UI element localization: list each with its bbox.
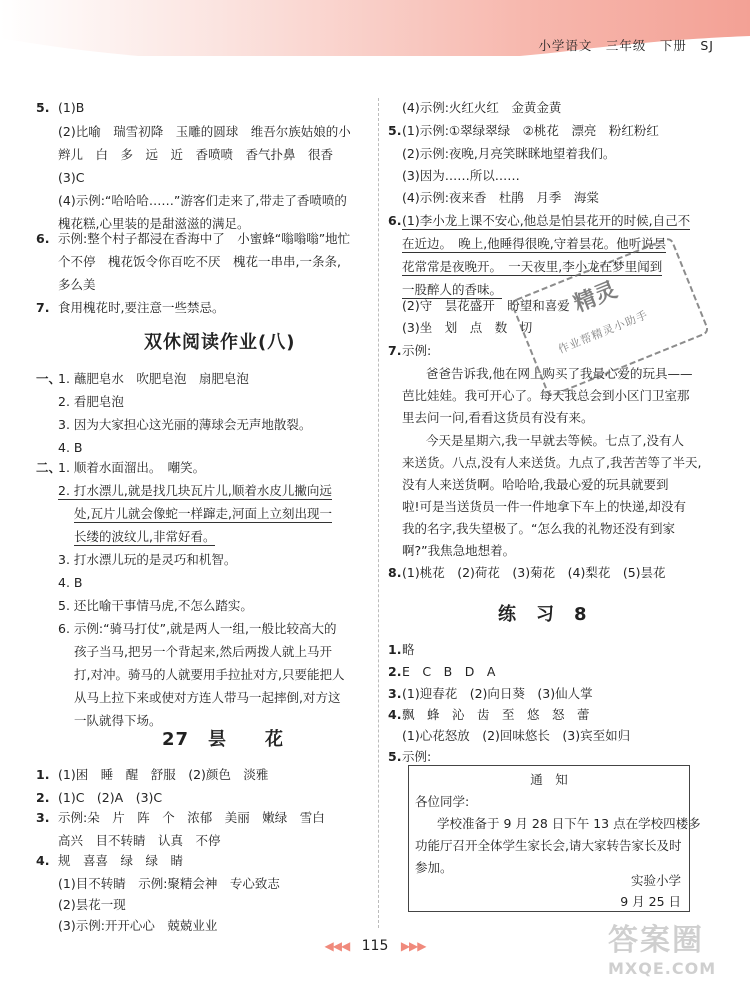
- answer-line-underlined: [58, 481, 332, 501]
- answer-line: 槐花糕,心里装的是甜滋滋的满足。: [58, 216, 250, 231]
- answer-line: E C B D A: [402, 664, 496, 679]
- b4-number: 4.: [388, 707, 402, 722]
- answer-line: 3. 因为大家担心这光丽的薄球会无声地散裂。: [58, 417, 312, 432]
- underlined-text: 一股醉人的香味。: [402, 282, 503, 297]
- answer-line: 打,对冲。骑马的人就要用手拉扯对方,只要能把人: [74, 667, 345, 682]
- underlined-text: 处,瓦片儿就会像蛇一样蹿走,河面上立刻出现一: [74, 506, 332, 521]
- book-title: 小学语文 三年级 下册 SJ: [538, 38, 714, 53]
- answer-line: (2)守 昙花盛开 盼望和喜爱: [402, 298, 570, 313]
- answer-line: 芭比娃娃。我可开心了。每天我总会到小区门卫室那: [402, 388, 690, 403]
- answer-line: 今天是星期六,我一早就去等候。七点了,没有人: [426, 433, 684, 448]
- answer-line: 6. 示例:“骑马打仗”,就是两人一组,一般比较高大的: [58, 621, 337, 636]
- answer-line: 2. 看肥皂泡: [58, 394, 124, 409]
- answer-line: 一队就得下场。: [74, 713, 162, 728]
- answer-line: (2)示例:夜晚,月亮笑眯眯地望着我们。: [402, 146, 616, 161]
- answer-line: (1)目不转睛 示例:聚精会神 专心致志: [58, 876, 280, 891]
- underlined-text: (1)李小龙上课不安心,他总是怕昙花开的时候,自己不: [402, 213, 691, 228]
- answer-line: (3)因为……所以……: [402, 168, 520, 183]
- section-title-exercise-8: 练 习 8: [498, 604, 588, 625]
- answer-line: (3)C: [58, 170, 85, 185]
- answer-line: 5. 还比喻干事情马虎,不怎么踏实。: [58, 598, 253, 613]
- answer-line: 规 喜喜 绿 绿 睛: [58, 853, 184, 868]
- part1-number: 一、: [36, 371, 62, 386]
- answer-line-underlined: [74, 504, 332, 524]
- answer-line: 啦!可是当送货员一件一件地拿下车上的快递,却没有: [402, 499, 686, 514]
- stamp-subtext: 作业帮精灵小助手: [556, 308, 651, 357]
- underlined-text: 在近边。 晚上,他睡得很晚,守着昙花。他听说昙: [402, 236, 667, 251]
- answer-line: 1. 蘸肥皂水 吹肥皂泡 扇肥皂泡: [58, 371, 249, 386]
- b1-number: 1.: [388, 642, 402, 657]
- watermark: [608, 915, 748, 987]
- notice-body-line: 学校准备于 9 月 28 日下午 13 点在学校四楼多: [437, 816, 701, 831]
- answer-line: 高兴 目不转睛 认真 不停: [58, 833, 221, 848]
- r8-number: 8.: [388, 565, 402, 580]
- answer-line: (4)示例:“哈哈哈……”游客们走来了,带走了香喷喷的: [58, 193, 347, 208]
- answer-line: 1. 顺着水面溜出。 嘲笑。: [58, 460, 206, 475]
- watermark-logo-text: 答案圈: [608, 923, 704, 958]
- answer-line: 没有人来送货啊。哈哈哈,我最心爱的玩具就要到: [402, 477, 669, 492]
- a3-number: 3.: [36, 810, 50, 825]
- b5-number: 5.: [388, 749, 402, 764]
- answer-line-underlined: [402, 211, 690, 231]
- answer-line: 示例:: [402, 343, 432, 358]
- answer-line: (1)困 睡 醒 舒服 (2)颜色 淡雅: [58, 767, 269, 782]
- answer-line: (1)桃花 (2)荷花 (3)菊花 (4)梨花 (5)昙花: [402, 565, 666, 580]
- answer-line: (1)心花怒放 (2)回味悠长 (3)宾至如归: [402, 728, 631, 743]
- answer-line-underlined: [74, 527, 215, 547]
- stamp-text: 精灵: [570, 276, 621, 318]
- answer-line: (1)示例:①翠绿翠绿 ②桃花 漂亮 粉红粉红: [402, 123, 659, 138]
- answer-line: (1)B: [58, 100, 85, 115]
- answer-line: 示例:朵 片 阵 个 浓郁 美丽 嫩绿 雪白: [58, 810, 325, 825]
- answer-line: 孩子当马,把另一个背起来,然后两拨人就上马开: [74, 644, 332, 659]
- answer-line: 啊?”我焦急地想着。: [402, 543, 516, 558]
- answer-line: 多么美: [58, 277, 96, 292]
- answer-line: 3. 打水漂儿玩的是灵巧和机智。: [58, 552, 237, 567]
- q5-number: 5.: [36, 100, 50, 115]
- answer-line: (2)昙花一现: [58, 897, 126, 912]
- answer-line: 示例:: [402, 749, 432, 764]
- underlined-text: 长缕的波纹儿,非常好看。: [74, 529, 216, 544]
- left-arrows-icon: ◀◀◀: [324, 939, 350, 953]
- answer-line: 里去问一问,看看这货员有没有来。: [402, 410, 594, 425]
- a2-number: 2.: [36, 790, 50, 805]
- answer-line: 食用槐花时,要注意一些禁忌。: [58, 300, 225, 315]
- r6-number: 6.: [388, 213, 402, 228]
- page-number: 115: [361, 938, 389, 954]
- answer-line: (4)示例:火红火红 金黄金黄: [402, 100, 562, 115]
- answer-line: 我的名字,我失望极了。“怎么我的礼物还没有到家: [402, 521, 675, 536]
- answer-line: 辫儿 白 多 远 近 香喷喷 香气扑鼻 很香: [58, 147, 334, 162]
- notice-body-line: 功能厅召开全体学生家长会,请大家转告家长及时: [415, 838, 682, 853]
- notice-greeting: 各位同学:: [415, 794, 470, 809]
- b3-number: 3.: [388, 686, 402, 701]
- watermark-url: MXQE.COM: [608, 959, 717, 978]
- b2-number: 2.: [388, 664, 402, 679]
- section-title-tanhua: 27 昙 花: [162, 729, 285, 750]
- notice-date: 9 月 25 日: [620, 894, 681, 909]
- answer-line: 爸爸告诉我,他在网上购买了我最心爱的玩具——: [426, 366, 693, 381]
- a1-number: 1.: [36, 767, 50, 782]
- notice-body-line: 参加。: [415, 860, 453, 875]
- answer-line: (1)迎春花 (2)向日葵 (3)仙人掌: [402, 686, 593, 701]
- q7-number: 7.: [36, 300, 50, 315]
- answer-line: 来送货。八点,没有人来送货。九点了,我苦苦等了半天,: [402, 455, 702, 470]
- answer-line: 从马上拉下来或使对方连人带马一起摔倒,对方这: [74, 690, 341, 705]
- notice-box: [408, 765, 701, 912]
- answer-line: (3)示例:开开心心 兢兢业业: [58, 918, 218, 933]
- a4-number: 4.: [36, 853, 50, 868]
- q6-number: 6.: [36, 231, 50, 246]
- answer-line: 示例:整个村子都浸在香海中了 小蜜蜂“嗡嗡嗡”地忙: [58, 231, 351, 246]
- column-divider: [378, 98, 379, 928]
- answer-line: 个不停 槐花饭令你百吃不厌 槐花一串串,一条条,: [58, 254, 341, 269]
- answer-line: (2)比喻 瑞雪初降 玉雕的圆球 维吾尔族姑娘的小: [58, 124, 351, 139]
- underlined-text: 花常常是夜晚开。 一天夜里,李小龙在梦里闻到: [402, 259, 663, 274]
- answer-line: (1)C (2)A (3)C: [58, 790, 163, 805]
- answer-line: 略: [402, 642, 415, 657]
- section-title-weekend-reading: 双休阅读作业(八): [144, 332, 296, 353]
- right-arrows-icon: ▶▶▶: [400, 939, 426, 953]
- answer-line: (3)坐 划 点 数 切: [402, 320, 533, 335]
- underlined-text: 2. 打水漂儿,就是找几块瓦片儿,顺着水皮儿撇向远: [58, 483, 332, 498]
- notice-title: 通 知: [530, 772, 568, 787]
- answer-line: (4)示例:夜来香 杜鹃 月季 海棠: [402, 190, 599, 205]
- notice-signature: 实验小学: [630, 873, 681, 888]
- answer-line: 飘 蜂 沁 齿 至 悠 怒 蕾: [402, 707, 590, 722]
- answer-line: 4. B: [58, 575, 83, 590]
- part2-number: 二、: [36, 460, 62, 475]
- r7-number: 7.: [388, 343, 402, 358]
- r5-number: 5.: [388, 123, 402, 138]
- answer-line: 4. B: [58, 440, 83, 455]
